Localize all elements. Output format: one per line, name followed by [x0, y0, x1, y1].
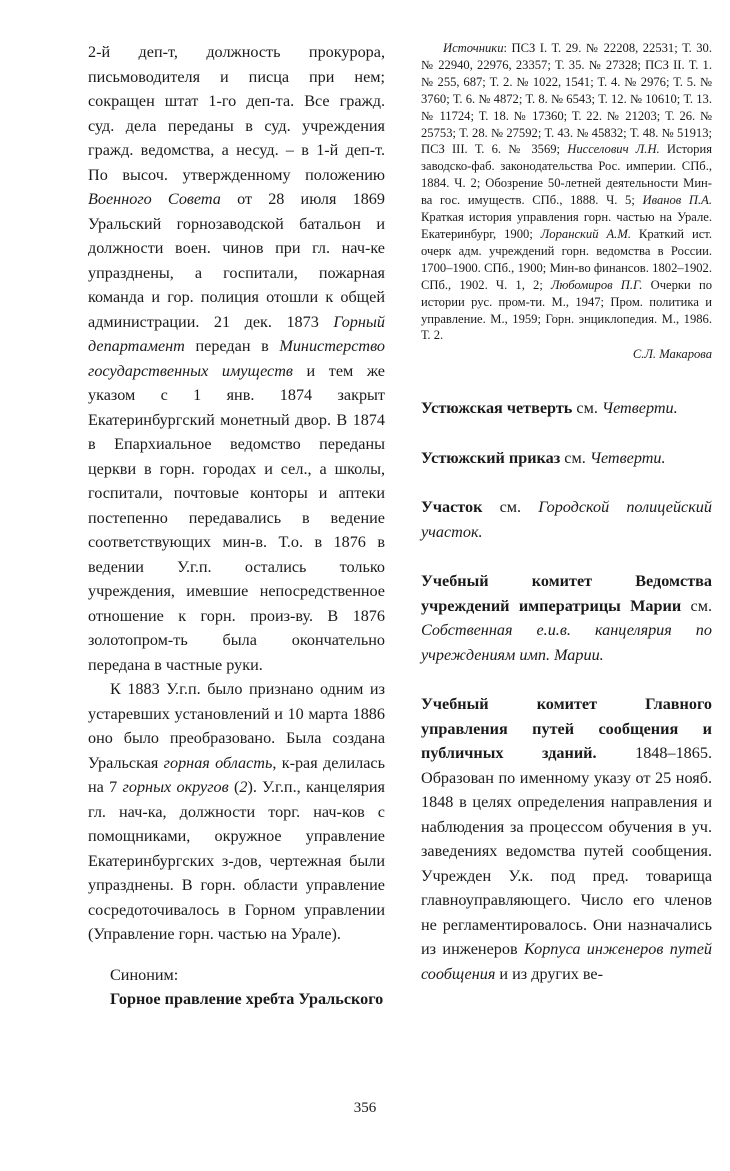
entry-cross-ref: Городской полицейский участок. [421, 498, 712, 541]
ref-number: 2 [239, 778, 248, 796]
paragraph-continuation: 2-й деп-т, должность прокурора, письмоводителя и писца при нем; сокращен штат 1-го деп-та. Все гражд. суд. дела переданы в суд. учреждения гражд. ведомства, а несуд. – в 1-й деп-т. По высоч. утвержденному положению Военного Совета от 28 июля 1869 Уральский горнозаводской батальон и должности воен. чинов при гл. нач-ке упразднены, а госпитали, пожарная команда и гор. полиция отошли к общей администрации. 21 дек. 1873 Горный департамент передан в Министерство государственных имуществ и тем же указом с 1 янв. 1874 закрыт Екатеринбургский монетный двор. В 1874 в Епархиальное ведомство переданы церкви в горн. городах и сел., а школы, госпитали, почтовые конторы и аптеки постепенно передавались в ведение соответствующих мин-в. Т.о. в 1876 в ведении У.г.п. остались только учреждения, имевшие непосредственное отношение к горн. произ-ву. В 1876 золотопром-ть была окончательно передана в частные руки. [88, 43, 385, 674]
entry-cross-ref: Корпуса инженеров путей сообщения [421, 940, 712, 983]
entry-term: Устюжский приказ [421, 448, 561, 467]
entry-cross-ref: Собственная е.и.в. канцелярия по учреждениям имп. Марии. [421, 621, 712, 664]
entry-term: Учебный комитет Главного управления путей сообщения и публичных зданий. [421, 695, 712, 763]
entry-term: Участок [421, 498, 483, 517]
left-column [88, 40, 385, 1012]
page-number: 356 [353, 1100, 377, 1116]
paragraph-1883: К 1883 У.г.п. было признано одним из устаревших установлений и 10 марта 1886 оно было преобразовано. Была создана Уральская горная область, к-рая делилась на 7 горных округов (2). У.г.п., канцелярия гл. нач-ка, должности торг. нач-ков с помощниками, окружное управление Екатеринбургских з-дов, чертежная были упразднены. В горн. области управление сосредоточивалось в Горном управлении (Управление горн. частью на Урале). [88, 680, 385, 943]
entry-ustyuzhsky-prikaz: Устюжский приказ см. Четверти. [421, 448, 666, 467]
sources-block: Источники: ПСЗ I. Т. 29. № 22208, 22531; Т. 30. № 22940, 22976, 23357; Т. 35. № 27328; ПСЗ II. Т. 1. № 255, 687; Т. 2. № 1022, 1541; Т. 4. № 2976; Т. 5. № 3760; Т. 6. № 4872; Т. 8. № 6543; Т. 12. № 10610; Т. 13. № 11724; Т. 18. № 17360; Т. 22. № 21203; Т. 26. № 25753; Т. 28. № 27592; Т. 43. № 45832; Т. 48. № 51913; ПСЗ III. Т. 6. № 3569; Нисселович Л.Н. История заводско-фаб. законодательства Рос. империи. СПб., 1884. Ч. 2; Обозрение 50-летней деятельности Мин-ва гос. имуществ. СПб., 1888. Ч. 5; Иванов П.А. Краткая история управления горн. частью на Урале. Екатеринбург, 1900; Лоранский А.М. Краткий ист. очерк адм. учреждений горн. ведомства в России. 1700–1900. СПб., 1900; Мин-во финансов. 1802–1902. СПб., 1902. Ч. 1, 2; Любомиров П.Г. Очерки по истории рус. пром-ти. М., 1947; Пром. политика и управление. М., 1959; Горн. энциклопедия. М., 1986. Т. 2. [421, 41, 713, 343]
ref-gornye-okruga: горных округов [122, 778, 229, 796]
right-column [421, 40, 712, 986]
entry-term: Устюжская четверть [421, 399, 573, 418]
ref-gornaya-oblast: горная область [163, 753, 273, 772]
entry-cross-ref: Четверти. [601, 399, 678, 418]
ref-gorny-departament: Горный департамент [88, 312, 385, 355]
entry-uchastok: Участок см. Городской полицейский участок. [421, 498, 712, 541]
synonym-label: Синоним: [110, 965, 179, 984]
entry-ustyuzhskaya-chetvert: Устюжская четверть см. Четверти. [421, 399, 678, 418]
entry-uchebny-komitet-marii: Учебный комитет Ведомства учреждений императрицы Марии см. Собственная е.и.в. канцелярия по учреждениям имп. Марии. [421, 572, 712, 664]
ref-voenny-sovet: Военного Совета [88, 190, 221, 208]
entry-term: Учебный комитет Ведомства учреждений императрицы Марии [421, 572, 712, 615]
entry-uchebny-komitet-putey: Учебный комитет Главного управления путей сообщения и публичных зданий. 1848–1865. Образован по именному указу от 25 нояб. 1848 в целях определения направления и наблюдения за процессом обучения в уч. заведениях ведомства путей сообщения. Учрежден У.к. под пред. товарища главноуправляющего. Число его членов не регламентировалось. Они назначались из инженеров Корпуса инженеров путей сообщения и из других ве- [421, 695, 712, 983]
ref-ministerstvo: Министерство государственных имуществ [88, 337, 385, 380]
sources-label: Источники [443, 41, 504, 55]
entry-cross-ref: Четверти. [589, 448, 666, 467]
synonym-term: Горное правление хребта Уральского [110, 990, 384, 1008]
author-signature: С.Л. Макарова [632, 347, 712, 362]
